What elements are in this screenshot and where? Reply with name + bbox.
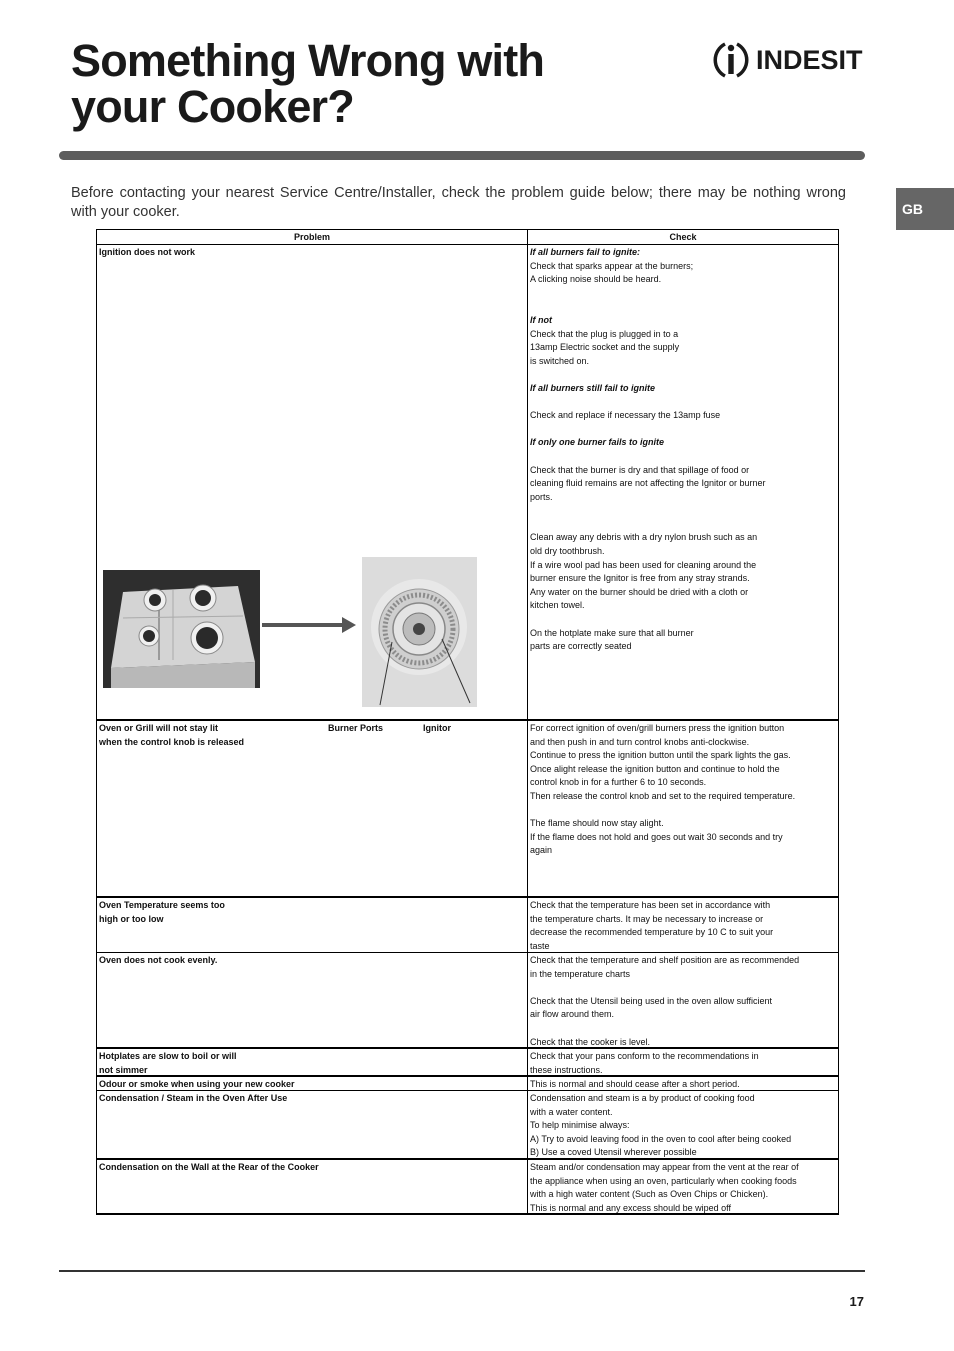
check-text: cleaning fluid remains are not affecting the Ignitor or burner xyxy=(530,478,766,489)
table-row xyxy=(97,1160,839,1215)
footer-divider xyxy=(59,1270,865,1272)
problem-cell xyxy=(97,1077,528,1090)
check-text: Continue to press the ignition button until the spark lights the gas. xyxy=(530,750,791,761)
check-text xyxy=(530,450,836,464)
table-header-row xyxy=(97,230,839,245)
check-text xyxy=(530,804,836,818)
check-text xyxy=(530,396,836,410)
column-header-problem: Problem xyxy=(97,230,528,244)
check-text: Any water on the burner should be dried with a cloth or xyxy=(530,586,749,597)
check-text: If a wire wool pad has been used for cleaning around the xyxy=(530,559,757,570)
check-text: with a water content. xyxy=(530,1106,613,1117)
page-number: 17 xyxy=(849,1294,864,1309)
check-text: Check that the temperature has been set in accordance with xyxy=(530,900,771,910)
check-text: decrease the recommended temperature by 10 C to suit your xyxy=(530,927,774,938)
check-text: Check that the plug is plugged in to a xyxy=(530,328,679,339)
check-text: is switched on. xyxy=(530,355,590,366)
problem-text: Ignition does not work xyxy=(99,247,195,257)
check-text: air flow around them. xyxy=(530,1009,615,1020)
problem-text: Odour or smoke when using your new cooker xyxy=(99,1079,295,1089)
problem-text: Hotplates are slow to boil or will xyxy=(99,1051,237,1061)
check-text: 13amp Electric socket and the supply xyxy=(530,342,680,353)
check-text: On the hotplate make sure that all burner xyxy=(530,627,694,638)
problem-cell xyxy=(97,953,528,1047)
check-text: If all burners still fail to ignite xyxy=(530,382,656,393)
check-text xyxy=(530,981,836,995)
check-text: and then push in and turn control knobs anti-clockwise. xyxy=(530,736,750,747)
check-text: Then release the control knob and set to the required temperature. xyxy=(530,790,796,801)
problem-text: Condensation / Steam in the Oven After Use xyxy=(99,1093,288,1103)
check-text: This is normal and any excess should be wiped off xyxy=(530,1202,731,1213)
check-cell xyxy=(528,1091,839,1158)
problem-text: when the control knob is released xyxy=(99,736,245,747)
check-text xyxy=(530,504,836,518)
header-divider xyxy=(59,151,865,160)
check-text: If the flame does not hold and goes out wait 30 seconds and try xyxy=(530,831,783,842)
table-row xyxy=(97,1049,839,1077)
check-text: Check that your pans conform to the recommendations in xyxy=(530,1051,759,1061)
check-text: the appliance when using an oven, particularly when cooking foods xyxy=(530,1175,797,1186)
check-text xyxy=(530,1022,836,1036)
check-text: Check that sparks appear at the burners; xyxy=(530,260,694,271)
check-cell xyxy=(528,953,839,1047)
problem-cell xyxy=(97,1049,528,1075)
check-text: The flame should now stay alight. xyxy=(530,818,664,829)
page-title-line-2: your Cooker? xyxy=(71,81,354,132)
table-row xyxy=(97,1091,839,1160)
problem-cell xyxy=(97,721,528,896)
check-text: control knob in for a further 6 to 10 seconds. xyxy=(530,777,707,788)
check-cell xyxy=(528,898,839,952)
check-text: This is normal and should cease after a short period. xyxy=(530,1079,740,1089)
check-text: B) Use a coved Utensil wherever possible xyxy=(530,1147,697,1158)
check-text: Check and replace if necessary the 13amp fuse xyxy=(530,410,721,421)
intro-text: Before contacting your nearest Service Centre/Installer, check the problem guide below; there may be nothing wrong with your cooker. xyxy=(71,185,846,220)
check-text: If only one burner fails to ignite xyxy=(530,437,665,448)
problem-text: Condensation on the Wall at the Rear of the Cooker xyxy=(99,1162,319,1172)
brand-logo-icon xyxy=(712,38,750,82)
check-text: For correct ignition of oven/grill burners press the ignition button xyxy=(530,723,785,733)
check-text: A clicking noise should be heard. xyxy=(530,274,662,285)
hotplate-burner-photo xyxy=(362,557,477,707)
check-cell xyxy=(528,1077,839,1090)
check-cell xyxy=(528,245,839,719)
check-text: again xyxy=(530,845,553,856)
brand-logo xyxy=(712,38,868,82)
check-text: with a high water content (Such as Oven Chips or Chicken). xyxy=(530,1189,769,1200)
hob-top-photo xyxy=(103,570,260,688)
table-row xyxy=(97,1077,839,1091)
burner-ports-label: Burner Ports xyxy=(328,723,384,733)
check-text: kitchen towel. xyxy=(530,600,585,611)
check-text: A) Try to avoid leaving food in the oven to cool after being cooked xyxy=(530,1133,792,1144)
problem-guide-table xyxy=(96,229,839,1215)
check-text: If all burners fail to ignite: xyxy=(530,247,641,257)
column-header-check: Check xyxy=(528,230,839,244)
table-row xyxy=(97,898,839,953)
arrow-icon xyxy=(262,615,357,635)
check-text: ports. xyxy=(530,491,553,502)
check-text xyxy=(530,423,836,437)
check-text: Check that the cooker is level. xyxy=(530,1036,651,1047)
page-title-line-1: Something Wrong with xyxy=(71,35,545,86)
check-text: Check that the burner is dry and that spillage of food or xyxy=(530,464,750,475)
problem-text: Oven does not cook evenly. xyxy=(99,955,218,965)
check-text: old dry toothbrush. xyxy=(530,546,605,557)
page-title xyxy=(71,35,631,132)
check-text xyxy=(530,518,836,532)
check-text: To help minimise always: xyxy=(530,1120,630,1131)
check-text: these instructions. xyxy=(530,1064,603,1075)
check-cell xyxy=(528,721,839,896)
table-row xyxy=(97,721,839,898)
check-text: the temperature charts. It may be necessary to increase or xyxy=(530,913,764,924)
problem-text: high or too low xyxy=(99,913,164,924)
check-text: Once alight release the ignition button and continue to hold the xyxy=(530,763,780,774)
check-text: Check that the temperature and shelf position are as recommended xyxy=(530,955,800,965)
check-text: Check that the Utensil being used in the oven allow sufficient xyxy=(530,995,772,1006)
table-row xyxy=(97,953,839,1049)
check-text: parts are correctly seated xyxy=(530,641,632,652)
problem-text: Oven Temperature seems too xyxy=(99,900,225,910)
check-text: taste xyxy=(530,940,550,951)
language-tab: GB xyxy=(896,188,954,230)
problem-text: Oven or Grill will not stay lit xyxy=(99,723,219,733)
check-text: in the temperature charts xyxy=(530,968,631,979)
check-text xyxy=(530,613,836,627)
check-text: Steam and/or condensation may appear from the vent at the rear of xyxy=(530,1162,799,1172)
check-text xyxy=(530,300,836,314)
check-cell xyxy=(528,1049,839,1075)
check-text xyxy=(530,368,836,382)
check-text xyxy=(530,287,836,301)
problem-cell xyxy=(97,1091,528,1158)
check-cell xyxy=(528,1160,839,1213)
check-text: Clean away any debris with a dry nylon brush such as an xyxy=(530,532,758,543)
brand-name: INDESIT xyxy=(756,44,863,75)
ignitor-label: Ignitor xyxy=(423,723,451,733)
problem-cell xyxy=(97,898,528,952)
problem-text: not simmer xyxy=(99,1064,148,1075)
check-text: burner ensure the Ignitor is free from any stray strands. xyxy=(530,573,750,584)
check-text: If not xyxy=(530,314,552,325)
check-text: Condensation and steam is a by product of cooking food xyxy=(530,1093,755,1103)
problem-cell xyxy=(97,1160,528,1213)
